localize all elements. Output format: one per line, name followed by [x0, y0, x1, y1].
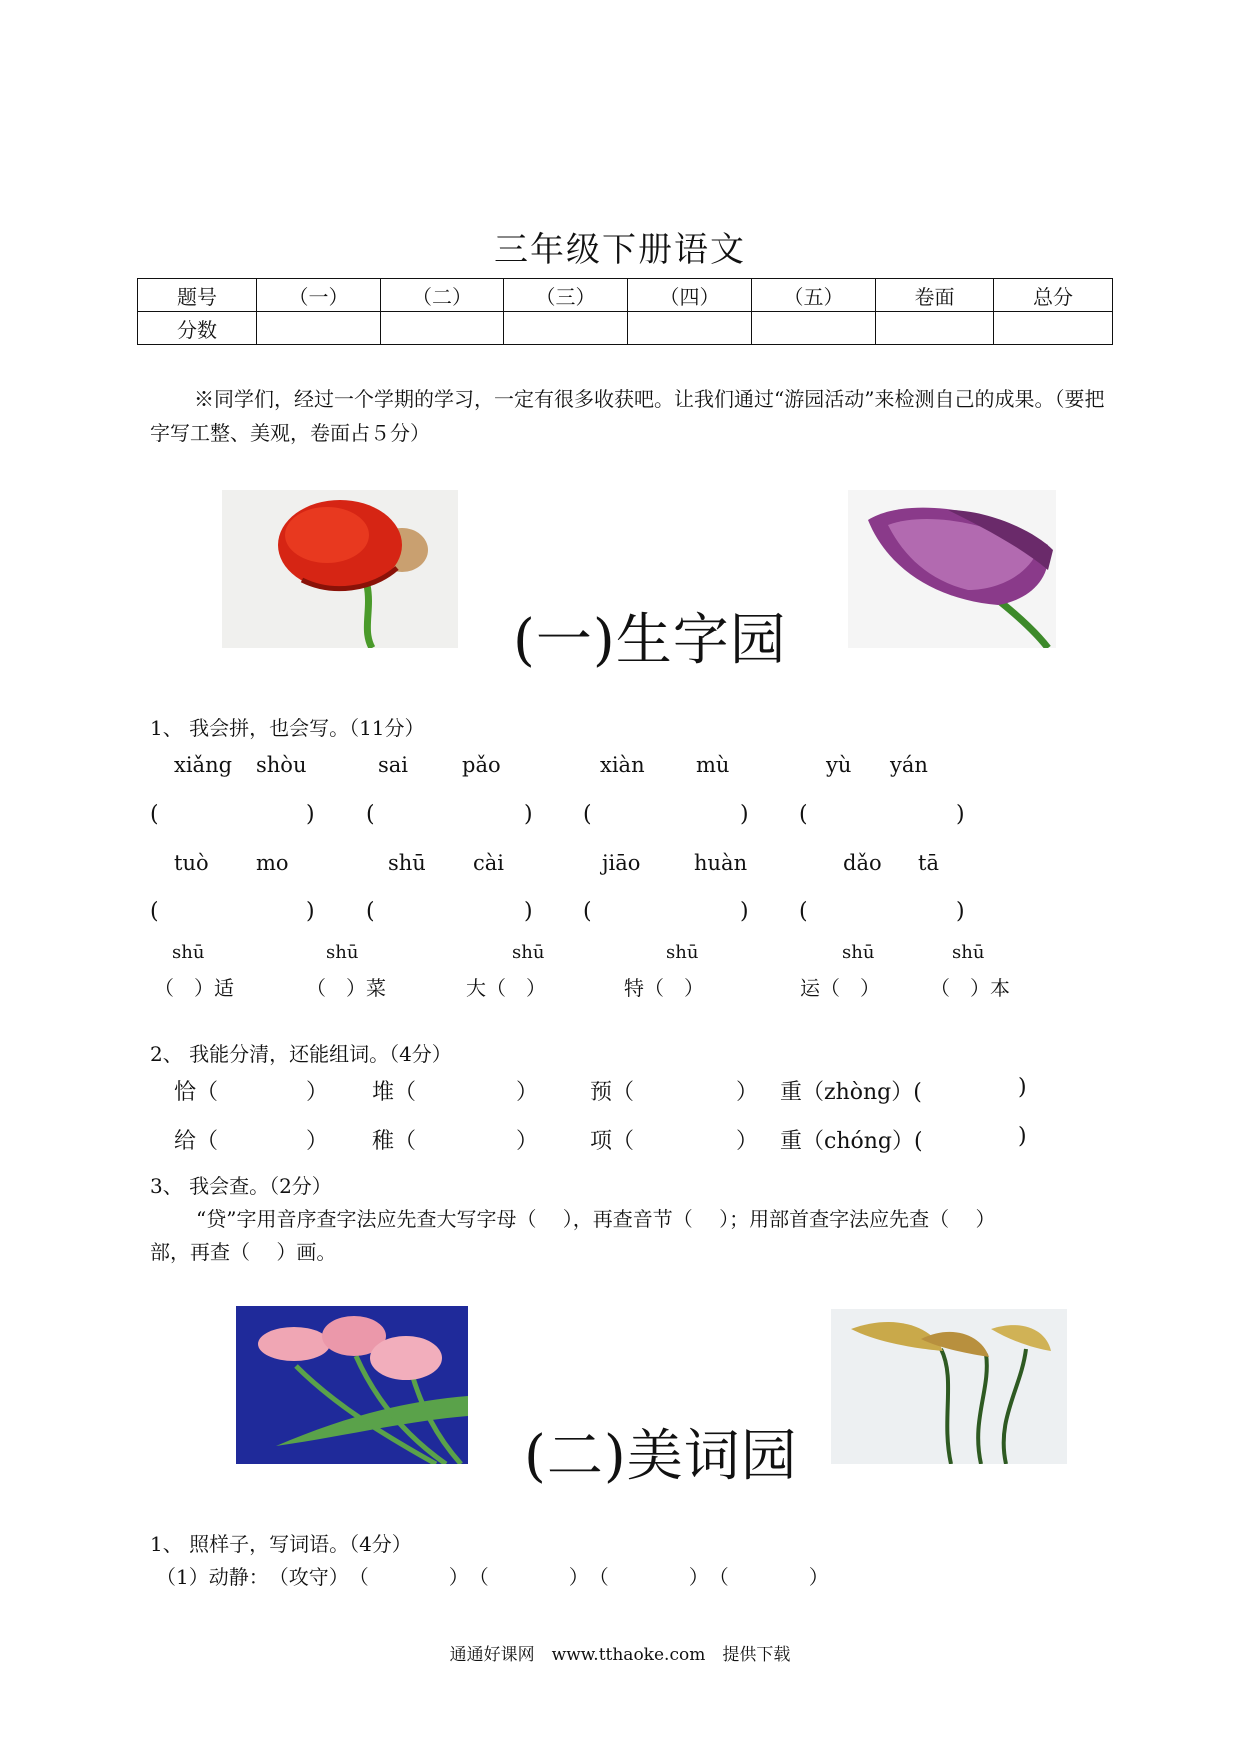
pinyin: mo — [256, 851, 289, 875]
table-cell: 总分 — [994, 279, 1113, 312]
question-heading: 1、 我会拼，也会写。（11分） — [150, 716, 425, 740]
answer-paren-open: ( — [799, 802, 808, 827]
page-title: 三年级下册语文 — [494, 230, 746, 270]
calla-lilies-image — [831, 1309, 1067, 1464]
pinyin: xiǎng — [174, 753, 233, 777]
pinyin: shū — [512, 942, 545, 963]
fill-blank-item: 特（ ） — [624, 976, 704, 1000]
pinyin: shū — [388, 851, 426, 875]
pinyin: tā — [918, 851, 939, 875]
answer-paren-open: ( — [583, 802, 592, 827]
score-cell[interactable] — [628, 312, 752, 345]
section-title: (二)美词园 — [524, 1424, 798, 1489]
table-cell: （三） — [504, 279, 628, 312]
answer-paren-close: ) — [524, 802, 533, 827]
pinyin: pǎo — [462, 753, 501, 777]
pinyin: shòu — [256, 753, 307, 777]
pinyin: mù — [696, 753, 730, 777]
word-item: 稚（ — [372, 1129, 417, 1154]
score-cell[interactable] — [994, 312, 1113, 345]
answer-paren-close: ) — [524, 899, 533, 924]
answer-paren-open: ( — [150, 899, 159, 924]
answer-paren-open: ( — [150, 802, 159, 827]
pinyin: huàn — [694, 851, 748, 875]
word-item: ) — [1018, 1075, 1027, 1100]
word-item: 重（chóng）( — [780, 1129, 923, 1154]
pinyin: jiāo — [602, 851, 641, 875]
word-item: 重（zhòng）( — [780, 1080, 922, 1105]
fill-blank-item: 大（ ） — [466, 976, 546, 1000]
answer-paren-open: ( — [366, 802, 375, 827]
table-cell: （二） — [381, 279, 504, 312]
word-item: ） — [736, 1080, 759, 1105]
pinyin: cài — [473, 851, 504, 875]
score-table-header-row — [138, 279, 1113, 312]
score-table — [137, 278, 1113, 345]
pinyin: dǎo — [843, 851, 882, 875]
purple-tulip-image — [848, 490, 1056, 648]
table-cell: （五） — [752, 279, 876, 312]
answer-paren-open: ( — [366, 899, 375, 924]
word-item: ） — [306, 1129, 329, 1154]
score-cell[interactable] — [504, 312, 628, 345]
answer-paren-close: ) — [306, 899, 315, 924]
table-cell: 分数 — [138, 312, 257, 345]
fill-blank-item: （ ）本 — [930, 976, 1010, 1000]
answer-paren-open: ( — [583, 899, 592, 924]
table-cell: 题号 — [138, 279, 257, 312]
word-item: 给（ — [174, 1129, 219, 1154]
score-cell[interactable] — [752, 312, 876, 345]
word-item: 堆（ — [372, 1080, 417, 1105]
answer-paren-close: ) — [956, 802, 965, 827]
table-cell: （四） — [628, 279, 752, 312]
fill-blank-item: （ ）菜 — [306, 976, 386, 1000]
section-title: (一)生字园 — [513, 608, 787, 673]
score-table-score-row — [138, 312, 1113, 345]
question-text: “贷”字用音序查字法应先查大写字母（ ），再查音节（ ）；用部首查字法应先查（ ） — [196, 1207, 996, 1231]
answer-paren-close: ) — [740, 802, 749, 827]
pinyin: shū — [172, 942, 205, 963]
score-cell[interactable] — [381, 312, 504, 345]
intro-text: ※同学们，经过一个学期的学习，一定有很多收获吧。让我们通过“游园活动”来检测自己的成果。（要把字写工整、美观，卷面占５分） — [150, 387, 1105, 445]
red-flower-image — [222, 490, 458, 648]
question-heading: 2、 我能分清，还能组词。（4分） — [150, 1042, 452, 1066]
footer-text: 通通好课网 www.tthaoke.com 提供下载 — [449, 1645, 791, 1665]
pinyin: yù — [826, 753, 852, 777]
fill-blank-item: 运（ ） — [800, 976, 880, 1000]
word-item: ） — [736, 1129, 759, 1154]
answer-paren-close: ) — [956, 899, 965, 924]
question-text: 部，再查（ ）画。 — [150, 1240, 337, 1264]
word-item: ） — [516, 1080, 539, 1105]
question-heading: 1、 照样子，写词语。（4分） — [150, 1532, 412, 1556]
table-cell: （一） — [257, 279, 381, 312]
pinyin: shū — [952, 942, 985, 963]
answer-paren-close: ) — [306, 802, 315, 827]
question-heading: 3、 我会查。（2分） — [150, 1174, 332, 1198]
table-cell: 卷面 — [876, 279, 994, 312]
answer-paren-close: ) — [740, 899, 749, 924]
answer-paren-open: ( — [799, 899, 808, 924]
pinyin: yán — [890, 753, 928, 777]
pink-tulips-image — [236, 1306, 468, 1464]
pinyin: shū — [326, 942, 359, 963]
word-item: ） — [306, 1080, 329, 1105]
pinyin: sai — [378, 753, 409, 777]
word-item: ) — [1018, 1124, 1027, 1149]
word-item: ） — [516, 1129, 539, 1154]
question-text: （1）动静： （攻守） （ ） （ ） （ ） （ ） — [156, 1565, 829, 1589]
score-cell[interactable] — [257, 312, 381, 345]
word-item: 恰（ — [174, 1080, 219, 1105]
pinyin: xiàn — [600, 753, 645, 777]
word-item: 项（ — [590, 1129, 635, 1154]
fill-blank-item: （ ）适 — [154, 976, 234, 1000]
word-item: 预（ — [590, 1080, 635, 1105]
pinyin: tuò — [174, 851, 209, 875]
score-cell[interactable] — [876, 312, 994, 345]
pinyin: shū — [666, 942, 699, 963]
pinyin: shū — [842, 942, 875, 963]
